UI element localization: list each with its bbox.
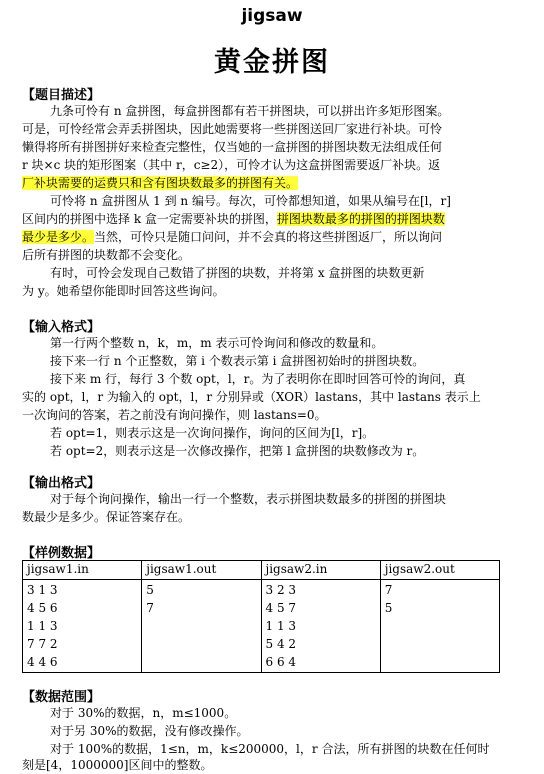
section-heading-input: 【输入格式】 bbox=[22, 320, 101, 335]
sample-line: 5 bbox=[384, 601, 393, 615]
description-line bbox=[22, 210, 445, 228]
input-format-line: 第一行两个整数 n，k，m，m 表示可怜询问和修改的数量和。 bbox=[50, 336, 384, 350]
table-header-cell: jigsaw2.in bbox=[261, 561, 380, 580]
output-format-line: 数最少是多少。保证答案存在。 bbox=[22, 510, 191, 524]
input-format-line: 实的 opt，l，r 为输入的 opt，l，r 分别异或（XOR）lastans，其中 lastans 表示上 bbox=[22, 390, 481, 404]
sample-line: 3 1 3 bbox=[27, 583, 58, 597]
sample-data-table bbox=[22, 560, 500, 673]
section-heading-output: 【输出格式】 bbox=[22, 476, 101, 491]
sample-input-2-cell bbox=[261, 580, 380, 673]
sample-line: 6 6 4 bbox=[265, 655, 297, 669]
input-format-line: 接下来 m 行，每行 3 个数 opt，l，r。为了表明你在即时回答可怜的询问，真 bbox=[50, 372, 466, 386]
description-line: 后所有拼图的块数都不会变化。 bbox=[22, 248, 191, 262]
sample-line: 4 5 6 bbox=[27, 601, 58, 615]
constraint-line: 对于 30%的数据，n，m≤1000。 bbox=[50, 706, 237, 720]
input-format-line: 若 opt=2，则表示这是一次修改操作，把第 l 盒拼图的块数修改为 r。 bbox=[50, 444, 425, 458]
input-format-line: 一次询问的答案，若之前没有询问操作，则 lastans=0。 bbox=[22, 408, 327, 422]
table-header-cell: jigsaw1.in bbox=[23, 561, 142, 580]
sample-output-2-cell bbox=[380, 580, 499, 673]
input-format-line: 接下来一行 n 个正整数，第 i 个数表示第 i 盒拼图初始时的拼图块数。 bbox=[50, 354, 425, 368]
sample-line: 5 4 2 bbox=[265, 637, 297, 651]
table-header-cell: jigsaw2.out bbox=[380, 561, 499, 580]
highlighted-text: 最少是多少。 bbox=[22, 230, 95, 244]
sample-line: 1 1 3 bbox=[27, 619, 58, 633]
description-line: 懒得将所有拼图拼好来检查完整性，仅当她的一盒拼图的拼图块数无法组成任何 bbox=[22, 140, 443, 154]
section-heading-constraints: 【数据范围】 bbox=[22, 690, 101, 705]
description-line: 九条可怜有 n 盒拼图，每盒拼图都有若干拼图块，可以拼出许多矩形图案。 bbox=[50, 104, 450, 118]
highlighted-text: 厂补块需要的运费只和含有图块数最多的拼图有关。 bbox=[22, 176, 299, 190]
output-format-line: 对于每个询问操作，输出一行一个整数，表示拼图块数最多的拼图的拼图块 bbox=[50, 492, 447, 506]
sample-input-1-cell bbox=[23, 580, 142, 673]
description-line bbox=[22, 174, 298, 192]
sample-line: 1 1 3 bbox=[265, 619, 297, 633]
constraint-line: 刻是[4，1000000]区间中的整数。 bbox=[22, 758, 213, 772]
table-header-cell: jigsaw1.out bbox=[142, 561, 261, 580]
sample-line: 3 2 3 bbox=[265, 583, 297, 597]
input-format-line: 若 opt=1，则表示这是一次询问操作，询问的区间为[l，r]。 bbox=[50, 426, 375, 440]
constraint-line: 对于另 30%的数据，没有修改操作。 bbox=[50, 724, 249, 738]
description-line bbox=[22, 228, 442, 246]
sample-line: 7 bbox=[384, 583, 393, 597]
sample-line: 4 5 7 bbox=[265, 601, 297, 615]
sample-line: 7 bbox=[146, 601, 154, 615]
sample-line: 7 7 2 bbox=[27, 637, 58, 651]
section-heading-samples: 【样例数据】 bbox=[22, 546, 101, 561]
text-span: 区间内的拼图中选择 k 盒一定需要补块的拼图， bbox=[22, 212, 277, 226]
problem-title: 黄金拼图 bbox=[214, 47, 330, 78]
text-span: 当然，可怜只是随口问问，并不会真的将这些拼图返厂，所以询问 bbox=[94, 230, 443, 244]
description-line: 可怜将 n 盒拼图从 1 到 n 编号。每次，可怜都想知道，如果从编号在[l，r] bbox=[50, 194, 451, 208]
sample-line: 4 4 6 bbox=[27, 655, 58, 669]
table-header-row bbox=[23, 561, 500, 580]
sample-line: 5 bbox=[146, 583, 154, 597]
highlighted-text: 拼图块数最多的拼图的拼图块数 bbox=[276, 212, 445, 226]
description-line: 可是，可怜经常会弄丢拼图块，因此她需要将一些拼图送回厂家进行补块。可怜 bbox=[22, 122, 443, 136]
sample-output-1-cell bbox=[142, 580, 261, 673]
table-row bbox=[23, 580, 500, 673]
description-line: 有时，可怜会发现自己数错了拼图的块数，并将第 x 盒拼图的块数更新 bbox=[50, 266, 425, 280]
problem-code-title: jigsaw bbox=[241, 6, 303, 26]
constraint-line: 对于 100%的数据，1≤n，m，k≤200000，l，r 合法，所有拼图的块数在任何时 bbox=[50, 742, 490, 756]
description-line: r 块×c 块的矩形图案（其中 r，c≥2），可怜才认为这盒拼图需要返厂补块。返 bbox=[22, 158, 441, 172]
section-heading-description: 【题目描述】 bbox=[22, 88, 101, 103]
description-line: 为 y。她希望你能即时回答这些询问。 bbox=[22, 284, 225, 298]
